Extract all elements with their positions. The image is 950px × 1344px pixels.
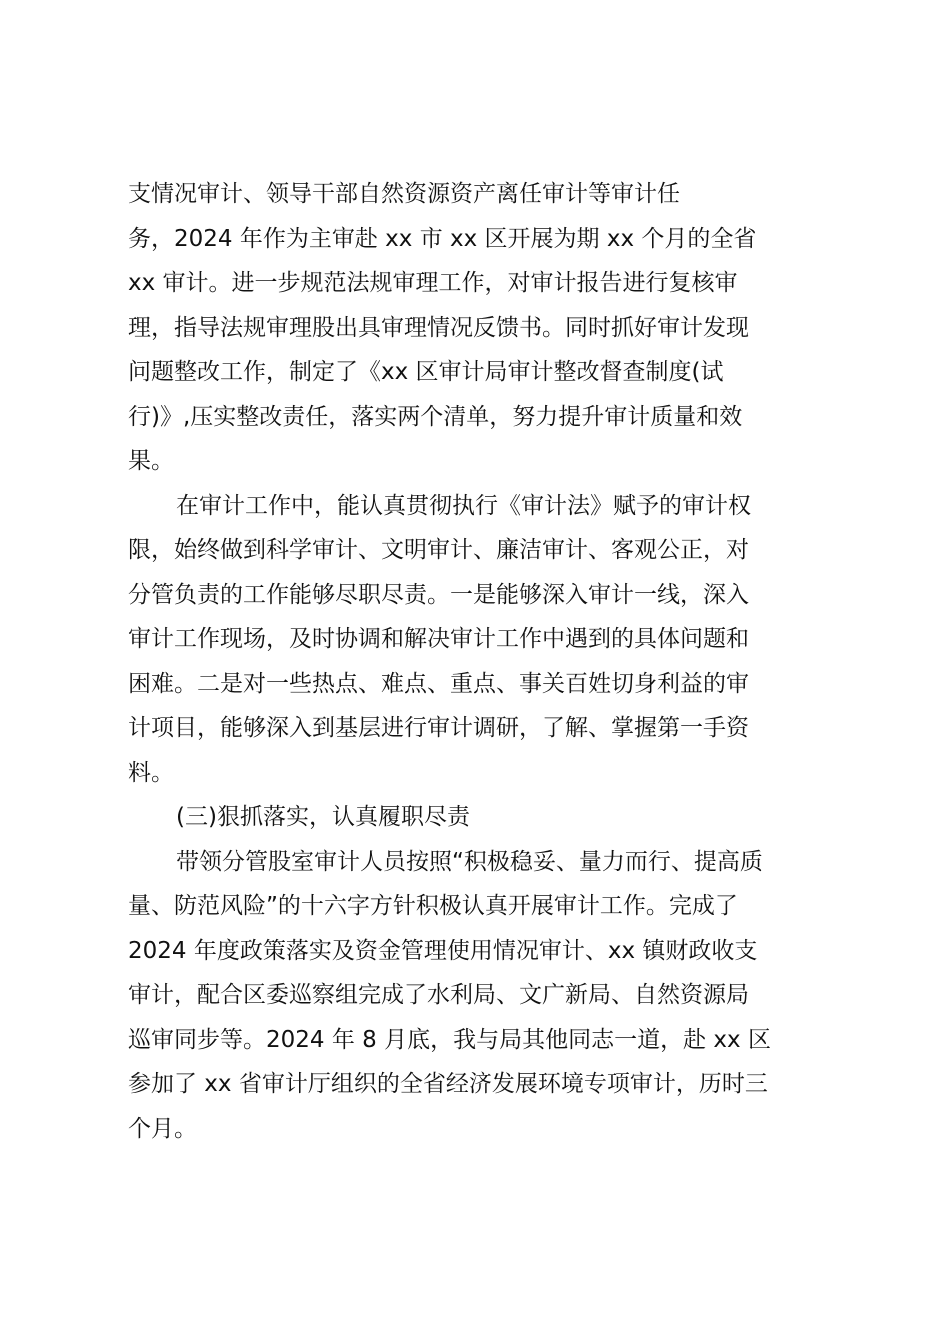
text-line: 参加了 xx 省审计厅组织的全省经济发展环境专项审计，历时三 [128,1071,768,1097]
section-heading: (三)狠抓落实，认真履职尽责 [176,804,470,830]
text-line: 审计，配合区委巡察组完成了水利局、文广新局、自然资源局 [128,982,749,1008]
text-line: 果。 [128,448,174,474]
text-line: 支情况审计、领导干部自然资源资产离任审计等审计任 [128,181,680,207]
text-line: 务，2024 年作为主审赴 xx 市 xx 区开展为期 xx 个月的全省 [128,226,757,252]
paragraph-first-line: 在审计工作中，能认真贯彻执行《审计法》赋予的审计权 [176,493,751,519]
paragraph-first-line: 带领分管股室审计人员按照“积极稳妥、量力而行、提高质 [176,849,763,875]
text-line: 计项目，能够深入到基层进行审计调研，了解、掌握第一手资 [128,715,749,741]
text-line: 理，指导法规审理股出具审理情况反馈书。同时抓好审计发现 [128,315,749,341]
text-line: 个月。 [128,1116,197,1142]
text-line: 审计工作现场，及时协调和解决审计工作中遇到的具体问题和 [128,626,749,652]
text-line: 巡审同步等。2024 年 8 月底，我与局其他同志一道，赴 xx 区 [128,1027,771,1053]
text-line: 量、防范风险”的十六字方针积极认真开展审计工作。完成了 [128,893,738,919]
text-line: 问题整改工作，制定了《xx 区审计局审计整改督查制度(试 [128,359,724,385]
text-line: 限，始终做到科学审计、文明审计、廉洁审计、客观公正，对 [128,537,749,563]
text-line: 分管负责的工作能够尽职尽责。一是能够深入审计一线，深入 [128,582,749,608]
text-line: 2024 年度政策落实及资金管理使用情况审计、xx 镇财政收支 [128,938,758,964]
text-line: 料。 [128,760,174,786]
text-line: 困难。二是对一些热点、难点、重点、事关百姓切身利益的审 [128,671,749,697]
text-line: 行)》,压实整改责任，落实两个清单，努力提升审计质量和效 [128,404,743,430]
text-line: xx 审计。进一步规范法规审理工作，对审计报告进行复核审 [128,270,738,296]
